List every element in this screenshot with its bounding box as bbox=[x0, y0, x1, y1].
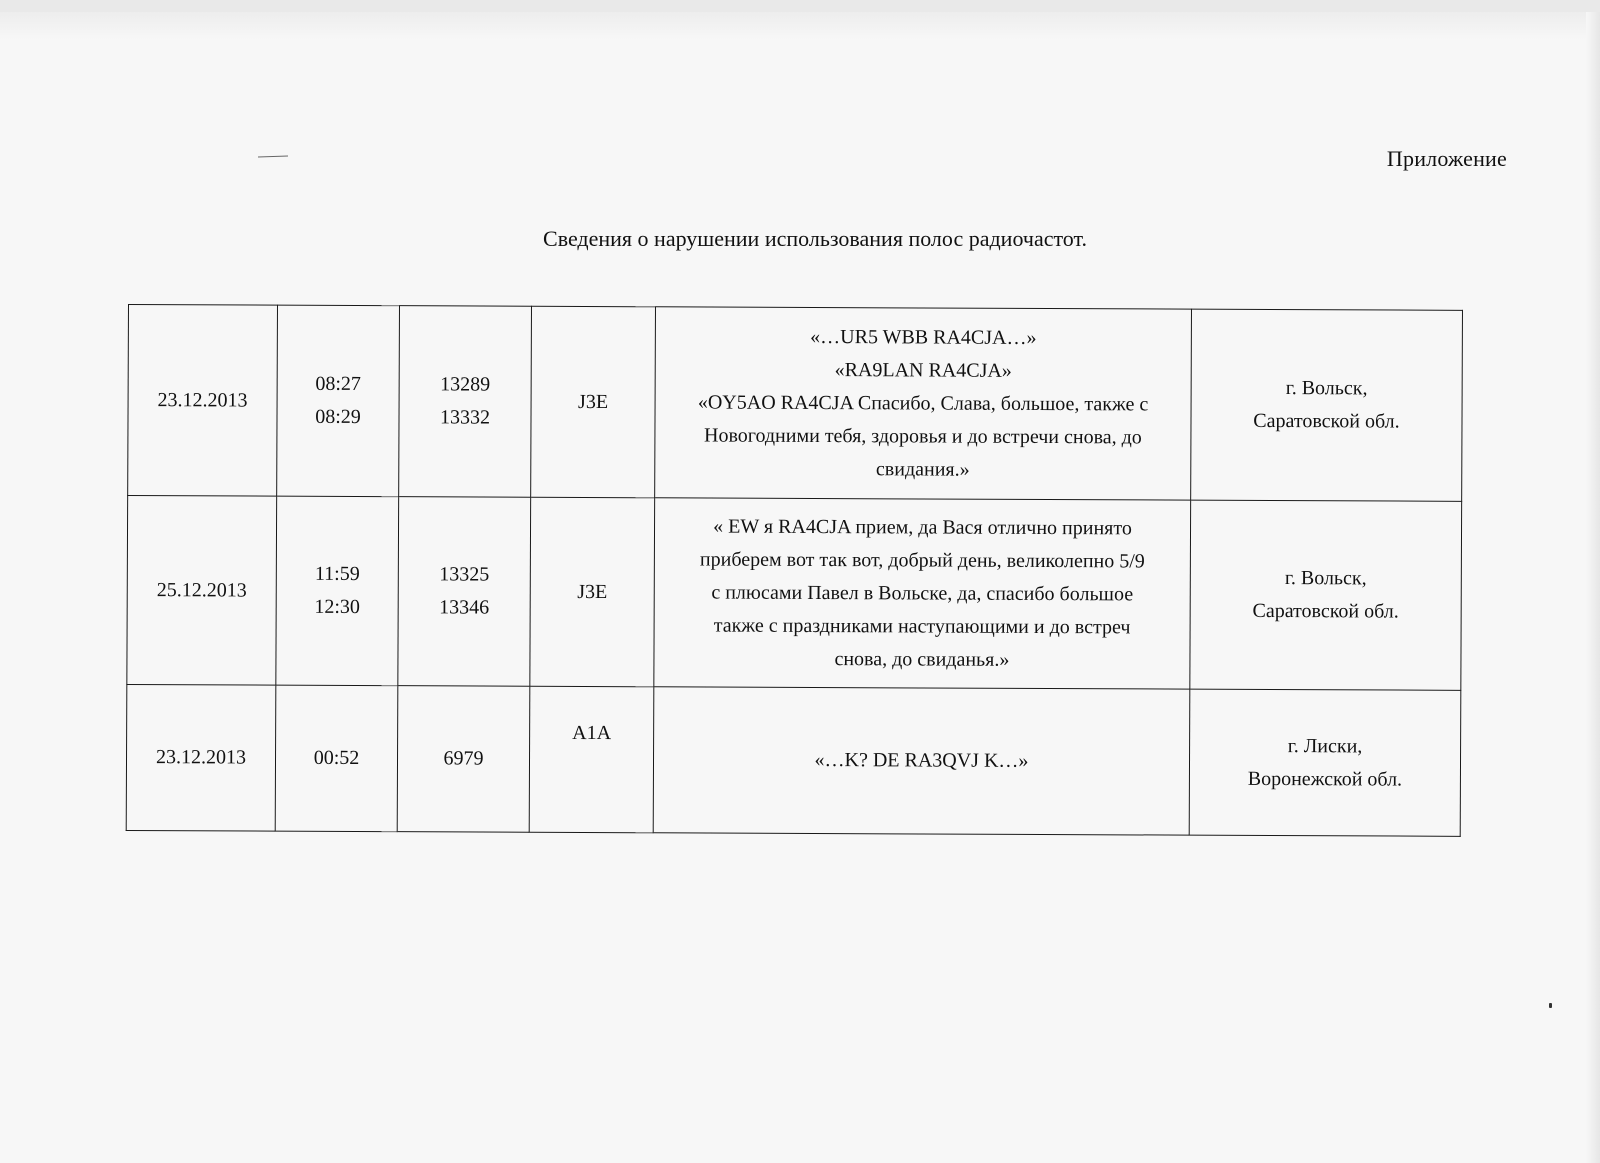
time-value: 12:30 bbox=[314, 595, 361, 619]
table-row bbox=[128, 305, 1463, 502]
paper-right-edge bbox=[1586, 12, 1600, 1163]
text-line: с плюсами Павел в Вольске, да, спасибо большое bbox=[711, 581, 1134, 605]
text-line: « EW я RA4CJA прием, да Вася отлично принято bbox=[713, 515, 1132, 539]
time-cell bbox=[275, 685, 398, 832]
location-cell bbox=[1190, 500, 1462, 690]
time-value: 00:52 bbox=[313, 746, 360, 770]
scan-dot bbox=[1549, 1003, 1552, 1008]
table-row bbox=[126, 684, 1461, 836]
location-line: г. Вольск, bbox=[1284, 567, 1367, 590]
location-line: Воронежской обл. bbox=[1247, 767, 1403, 791]
frequency-cell bbox=[398, 497, 531, 687]
paper-top-edge bbox=[0, 12, 1600, 40]
time-cell bbox=[276, 496, 399, 686]
frequency-cell bbox=[399, 306, 532, 498]
text-line: свидания.» bbox=[875, 457, 970, 481]
frequency-value: 13289 bbox=[440, 373, 491, 396]
emission-class-cell: A1A bbox=[529, 686, 654, 833]
frequency-cell bbox=[397, 686, 530, 833]
text-line: «OY5AO RA4CJA Спасибо, Слава, большое, также с bbox=[697, 390, 1149, 415]
text-line: «RA9LAN RA4CJA» bbox=[834, 358, 1012, 382]
document-title: Сведения о нарушении использования полос радиочастот. bbox=[543, 226, 1087, 251]
text-line: «…UR5 WBB RA4CJA…» bbox=[810, 325, 1037, 349]
violations-table-wrapper bbox=[126, 304, 1453, 837]
emission-class-cell: J3E bbox=[530, 497, 655, 687]
text-line: «…K? DE RA3QVJ K…» bbox=[814, 749, 1029, 772]
violations-table bbox=[126, 304, 1463, 837]
intercepted-text-cell bbox=[655, 307, 1192, 500]
text-line: приберем вот так вот, добрый день, великолепно 5/9 bbox=[699, 547, 1145, 572]
time-value: 11:59 bbox=[314, 562, 360, 586]
text-line: также с праздниками наступающими и до встреч bbox=[713, 614, 1131, 638]
location-cell bbox=[1191, 309, 1463, 501]
emission-class-cell: J3E bbox=[531, 306, 656, 498]
location-line: г. Вольск, bbox=[1285, 377, 1368, 400]
location-line: Саратовской обл. bbox=[1252, 599, 1399, 623]
time-value: 08:29 bbox=[315, 405, 361, 429]
frequency-value: 6979 bbox=[443, 747, 484, 770]
location-line: г. Лиски, bbox=[1287, 734, 1363, 757]
intercepted-text-cell bbox=[654, 498, 1191, 689]
date-cell: 23.12.2013 bbox=[126, 684, 276, 831]
date-cell: 25.12.2013 bbox=[127, 496, 277, 686]
appendix-label: Приложение bbox=[1386, 146, 1507, 171]
time-cell bbox=[277, 305, 400, 497]
location-cell bbox=[1189, 689, 1461, 836]
intercepted-text-cell bbox=[653, 687, 1190, 835]
frequency-value: 13325 bbox=[439, 563, 490, 586]
text-line: Новогодними тебя, здоровья и до встречи снова, до bbox=[703, 424, 1142, 448]
table-row bbox=[127, 496, 1462, 691]
text-line: снова, до свиданья.» bbox=[834, 647, 1010, 671]
location-line: Саратовской обл. bbox=[1253, 409, 1400, 433]
date-cell: 23.12.2013 bbox=[128, 305, 278, 497]
frequency-value: 13346 bbox=[439, 596, 490, 619]
time-value: 08:27 bbox=[315, 372, 361, 396]
frequency-value: 13332 bbox=[439, 406, 491, 429]
